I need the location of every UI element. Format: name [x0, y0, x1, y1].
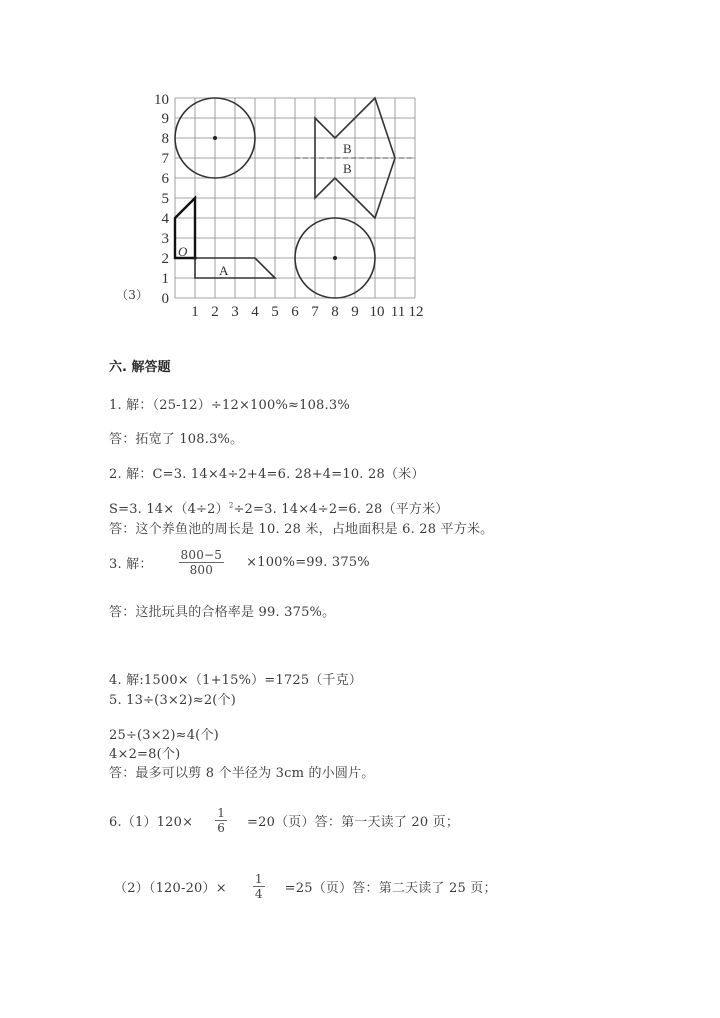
q1-solution: 1. 解：（25-12）÷12×100%≈108.3% — [109, 398, 350, 413]
q2-answer: 答：这个养鱼池的周长是 10. 28 米，占地面积是 6. 28 平方米。 — [109, 522, 494, 537]
svg-text:7: 7 — [161, 151, 169, 167]
q6-p1-numerator: 1 — [217, 806, 226, 820]
q4-solution: 4. 解:1500×（1+15%）=1725（千克） — [109, 673, 363, 688]
q5-answer: 答：最多可以剪 8 个半径为 3cm 的小圆片。 — [109, 766, 375, 781]
q3-frac-denominator: 800 — [189, 563, 214, 577]
q3-fraction — [179, 548, 225, 577]
q6-p2-denominator: 4 — [254, 887, 263, 901]
q1-answer: 答：拓宽了 108.3%。 — [109, 432, 244, 447]
q5-line2: 25÷(3×2)≈4(个) — [109, 728, 219, 743]
svg-text:5: 5 — [271, 304, 279, 320]
svg-text:9: 9 — [161, 111, 169, 127]
q6-part1 — [109, 806, 459, 835]
q6-p1-fraction — [215, 806, 227, 835]
q2-s-pre: S=3. 14×（4÷2） — [109, 502, 229, 517]
section-title: 六. 解答题 — [109, 360, 171, 375]
svg-text:4: 4 — [251, 304, 259, 320]
svg-text:6: 6 — [291, 304, 299, 320]
shape-A-label: A — [219, 263, 229, 278]
q2-solution-s — [109, 498, 449, 517]
q3-suffix: ×100%=99. 375% — [246, 555, 370, 570]
circle-center-dot — [213, 136, 217, 140]
shape-B-label-top: B — [343, 141, 352, 156]
svg-text:11: 11 — [390, 304, 406, 320]
svg-text:1: 1 — [161, 271, 169, 287]
q2-s-exponent: 2 — [228, 501, 234, 510]
q6-p2-suffix: =25（页）答：第二天读了 25 页； — [284, 881, 497, 896]
svg-text:9: 9 — [351, 304, 359, 320]
q6-p1-denominator: 6 — [217, 821, 226, 835]
q6-p2-fraction — [253, 872, 265, 901]
svg-text:10: 10 — [369, 304, 385, 320]
q2-s-post: ÷2=3. 14×4÷2=6. 28（平方米） — [233, 502, 449, 517]
svg-text:1: 1 — [191, 304, 199, 320]
svg-text:2: 2 — [161, 251, 169, 267]
q2-solution-c: 2. 解：C=3. 14×4÷2+4=6. 28+4=10. 28（米） — [109, 467, 425, 482]
svg-text:3: 3 — [231, 304, 239, 320]
q3-frac-numerator: 800−5 — [180, 548, 223, 562]
q6-part2 — [114, 872, 497, 901]
point-O-label: O — [178, 244, 188, 259]
shape-B-label-bottom: B — [343, 161, 352, 176]
svg-text:2: 2 — [211, 304, 219, 320]
svg-text:7: 7 — [311, 304, 319, 320]
grid-figure — [140, 88, 440, 320]
svg-text:6: 6 — [161, 171, 169, 187]
q5-line3: 4×2=8(个) — [109, 747, 181, 762]
svg-text:12: 12 — [408, 304, 424, 320]
svg-text:3: 3 — [161, 231, 169, 247]
svg-text:5: 5 — [161, 191, 169, 207]
q6-p1-prefix: 6.（1）120× — [109, 815, 194, 830]
q6-p1-suffix: =20（页）答：第一天读了 20 页； — [247, 815, 460, 830]
q3-answer: 答：这批玩具的合格率是 99. 375%。 — [109, 605, 336, 620]
q6-p2-numerator: 1 — [254, 872, 263, 886]
grid-lines — [175, 98, 415, 298]
circle-center-dot — [333, 256, 337, 260]
svg-text:8: 8 — [331, 304, 339, 320]
q3-prefix: 3. 解： — [109, 557, 153, 572]
svg-text:0: 0 — [161, 291, 169, 307]
q5-line1: 5. 13÷(3×2)≈2(个) — [109, 693, 237, 708]
svg-text:10: 10 — [154, 92, 169, 108]
point-O-dot — [193, 256, 197, 260]
q3-solution — [109, 548, 370, 577]
figure-label: （3） — [116, 288, 149, 302]
svg-text:8: 8 — [161, 131, 169, 147]
y-axis-labels — [154, 92, 170, 307]
svg-text:4: 4 — [161, 211, 169, 227]
q6-p2-prefix: （2）（120-20）× — [114, 881, 227, 896]
x-axis-labels — [191, 304, 423, 320]
